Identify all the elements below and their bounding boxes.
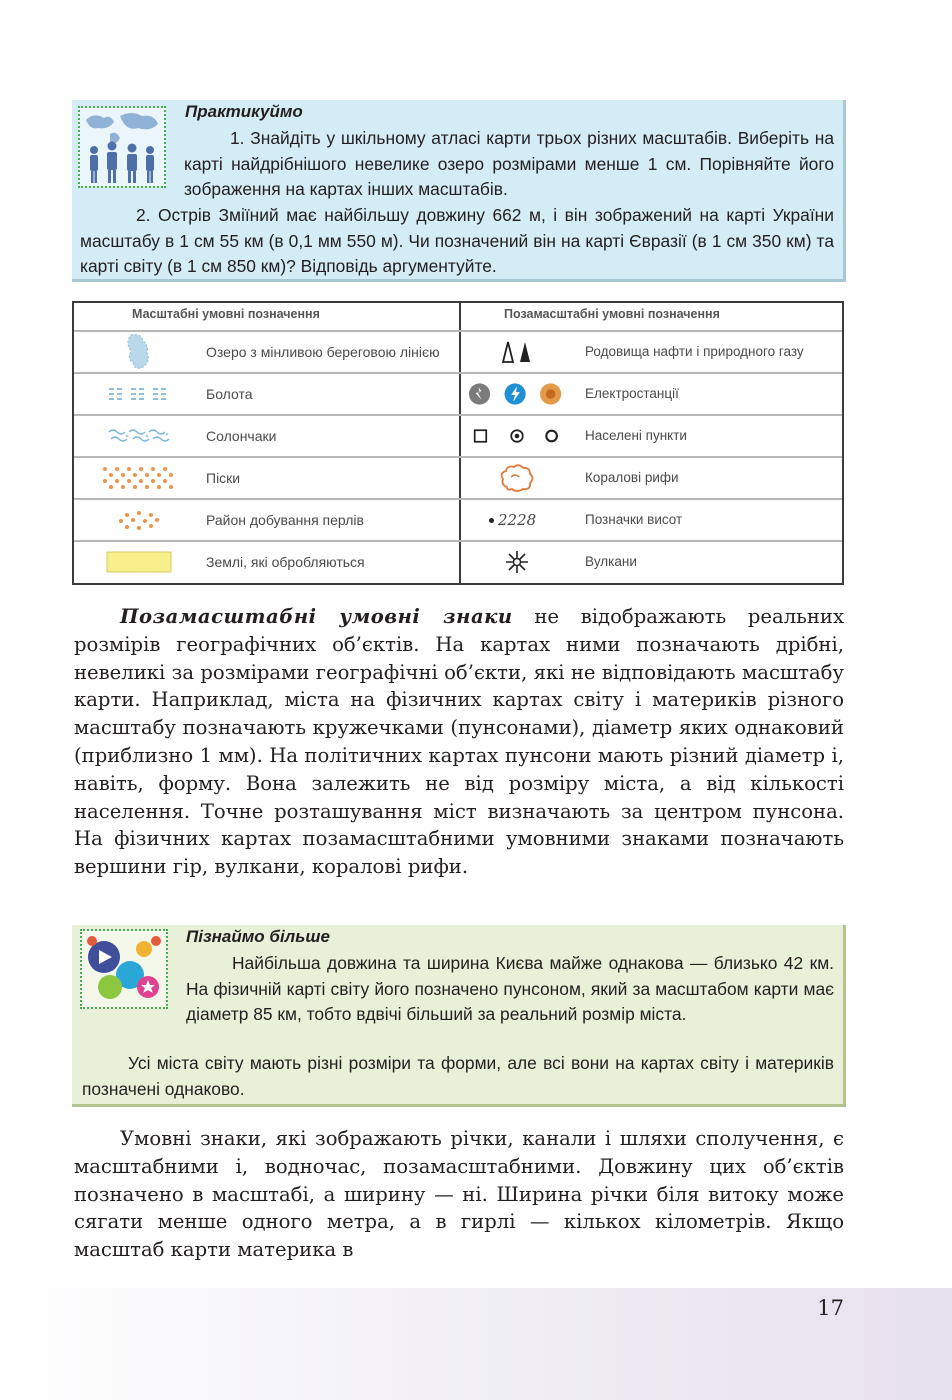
- elevation-value: 2228: [498, 511, 537, 529]
- legend-label: Озеро з мінливою береговою лінією: [206, 344, 440, 360]
- legend-label: Позначки висот: [585, 512, 683, 527]
- key-term: Позамасштабні умовні знаки: [120, 605, 513, 628]
- practice-box: [72, 100, 846, 282]
- page-number: 17: [817, 1296, 844, 1320]
- legend-label: Землі, які обробляються: [206, 554, 365, 570]
- pearl-area-icon: [84, 500, 194, 540]
- legend-row: [74, 500, 842, 542]
- legend-header-nonscale: Позамасштабні умовні позначення: [504, 307, 720, 321]
- sands-icon: [84, 458, 194, 498]
- legend-label: Населені пункти: [585, 428, 687, 443]
- paragraph-nonscale-signs: [74, 603, 844, 881]
- legend-label: Вулкани: [585, 554, 637, 569]
- paragraph-text: не відображають реальних розмірів географічних об’єктів. На картах ними позначають дрібні, невеликі за розмірами географічні об’єкти, які не відповідають масштабу карти. Наприклад, міста на фізичних картах світу і материків різного масштабу позначають кружечками (пунсонами), діаметр яких однаковий (приблизно 1 мм). На політичних картах пунсони мають різний діаметр і, навіть, форму. Вона залежить не від розміру міста, а від кількості населення. Точне розташування міст визначають за центром пунсона. На фізичних картах позамасштабними умовними знаками позначають вершини гір, вулкани, коралові рифи.: [74, 605, 844, 879]
- paragraph-rivers-roads: Умовні знаки, які зображають річки, канали і шляхи сполучення, є масштабними і, водночас, позамасштабними. Довжину цих об’єктів позначено в масштабі, а ширину — ні. Ширина річки біля витоку може сягати менше одного метра, а в гирлі — кількох кілометрів. Якщо масштаб карти материка в: [74, 1127, 844, 1262]
- coral-reef-icon: [467, 458, 567, 498]
- legend-label: Солончаки: [206, 428, 277, 444]
- legend-label: Піски: [206, 470, 241, 486]
- kids-media-icon: [80, 929, 168, 1009]
- world-map-people-icon: [78, 106, 166, 188]
- legend-label: Родовища нафти і природного газу: [585, 344, 804, 359]
- legend-row: [74, 332, 842, 374]
- learn-more-title: Пізнаймо більше: [186, 927, 330, 946]
- practice-task-2: 2. Острів Зміїний має найбільшу довжину 662 м, і він зображений на карті України масштабу в 1 см 55 км (в 0,1 мм 550 м). Чи позначений він на карті Євразії (в 1 см 350 км) та карті світу (в 1 см 850 км)? Відповідь аргументуйте.: [80, 205, 834, 276]
- lake-variable-shoreline-icon: [84, 332, 194, 372]
- cultivated-land-icon: [84, 542, 194, 582]
- volcano-icon: [467, 542, 567, 582]
- learn-more-text-2: Усі міста світу мають різні розміри та форми, але всі вони на картах світу і материків позначені однаково.: [82, 1053, 834, 1099]
- legend-label: Болота: [206, 386, 253, 402]
- practice-task-1: 1. Знайдіть у шкільному атласі карти трьох різних масштабів. Виберіть на карті найдрібнішого невелике озеро розмірами менше 1 см. Порівняйте його зображення на картах інших масштабів.: [184, 128, 834, 199]
- legend-label: Район добування перлів: [206, 512, 364, 528]
- legend-row: [74, 416, 842, 458]
- legend-label: Електростанції: [585, 386, 679, 401]
- power-stations-icon: [467, 374, 567, 414]
- legend-label: Коралові рифи: [585, 470, 679, 485]
- salt-marsh-icon: [84, 416, 194, 456]
- swamp-icon: [84, 374, 194, 414]
- learn-more-text-1: Найбільша довжина та ширина Києва майже однакова — близько 42 км. На фізичній карті світу його позначено пунсоном, який за масштабом карти має діаметр 85 км, тобто вдвічі більший за реальний розмір міста.: [186, 953, 834, 1024]
- legend-row: [74, 458, 842, 500]
- elevation-mark-icon: [467, 500, 567, 540]
- legend-row: [74, 374, 842, 416]
- practice-title: Практикуймо: [185, 102, 303, 121]
- legend-table: [72, 301, 844, 585]
- legend-header-scale: Масштабні умовні позначення: [132, 307, 320, 321]
- learn-more-box: [72, 925, 846, 1107]
- oil-gas-deposit-icon: [467, 332, 567, 372]
- settlements-icon: [467, 416, 567, 456]
- legend-row: [74, 542, 842, 584]
